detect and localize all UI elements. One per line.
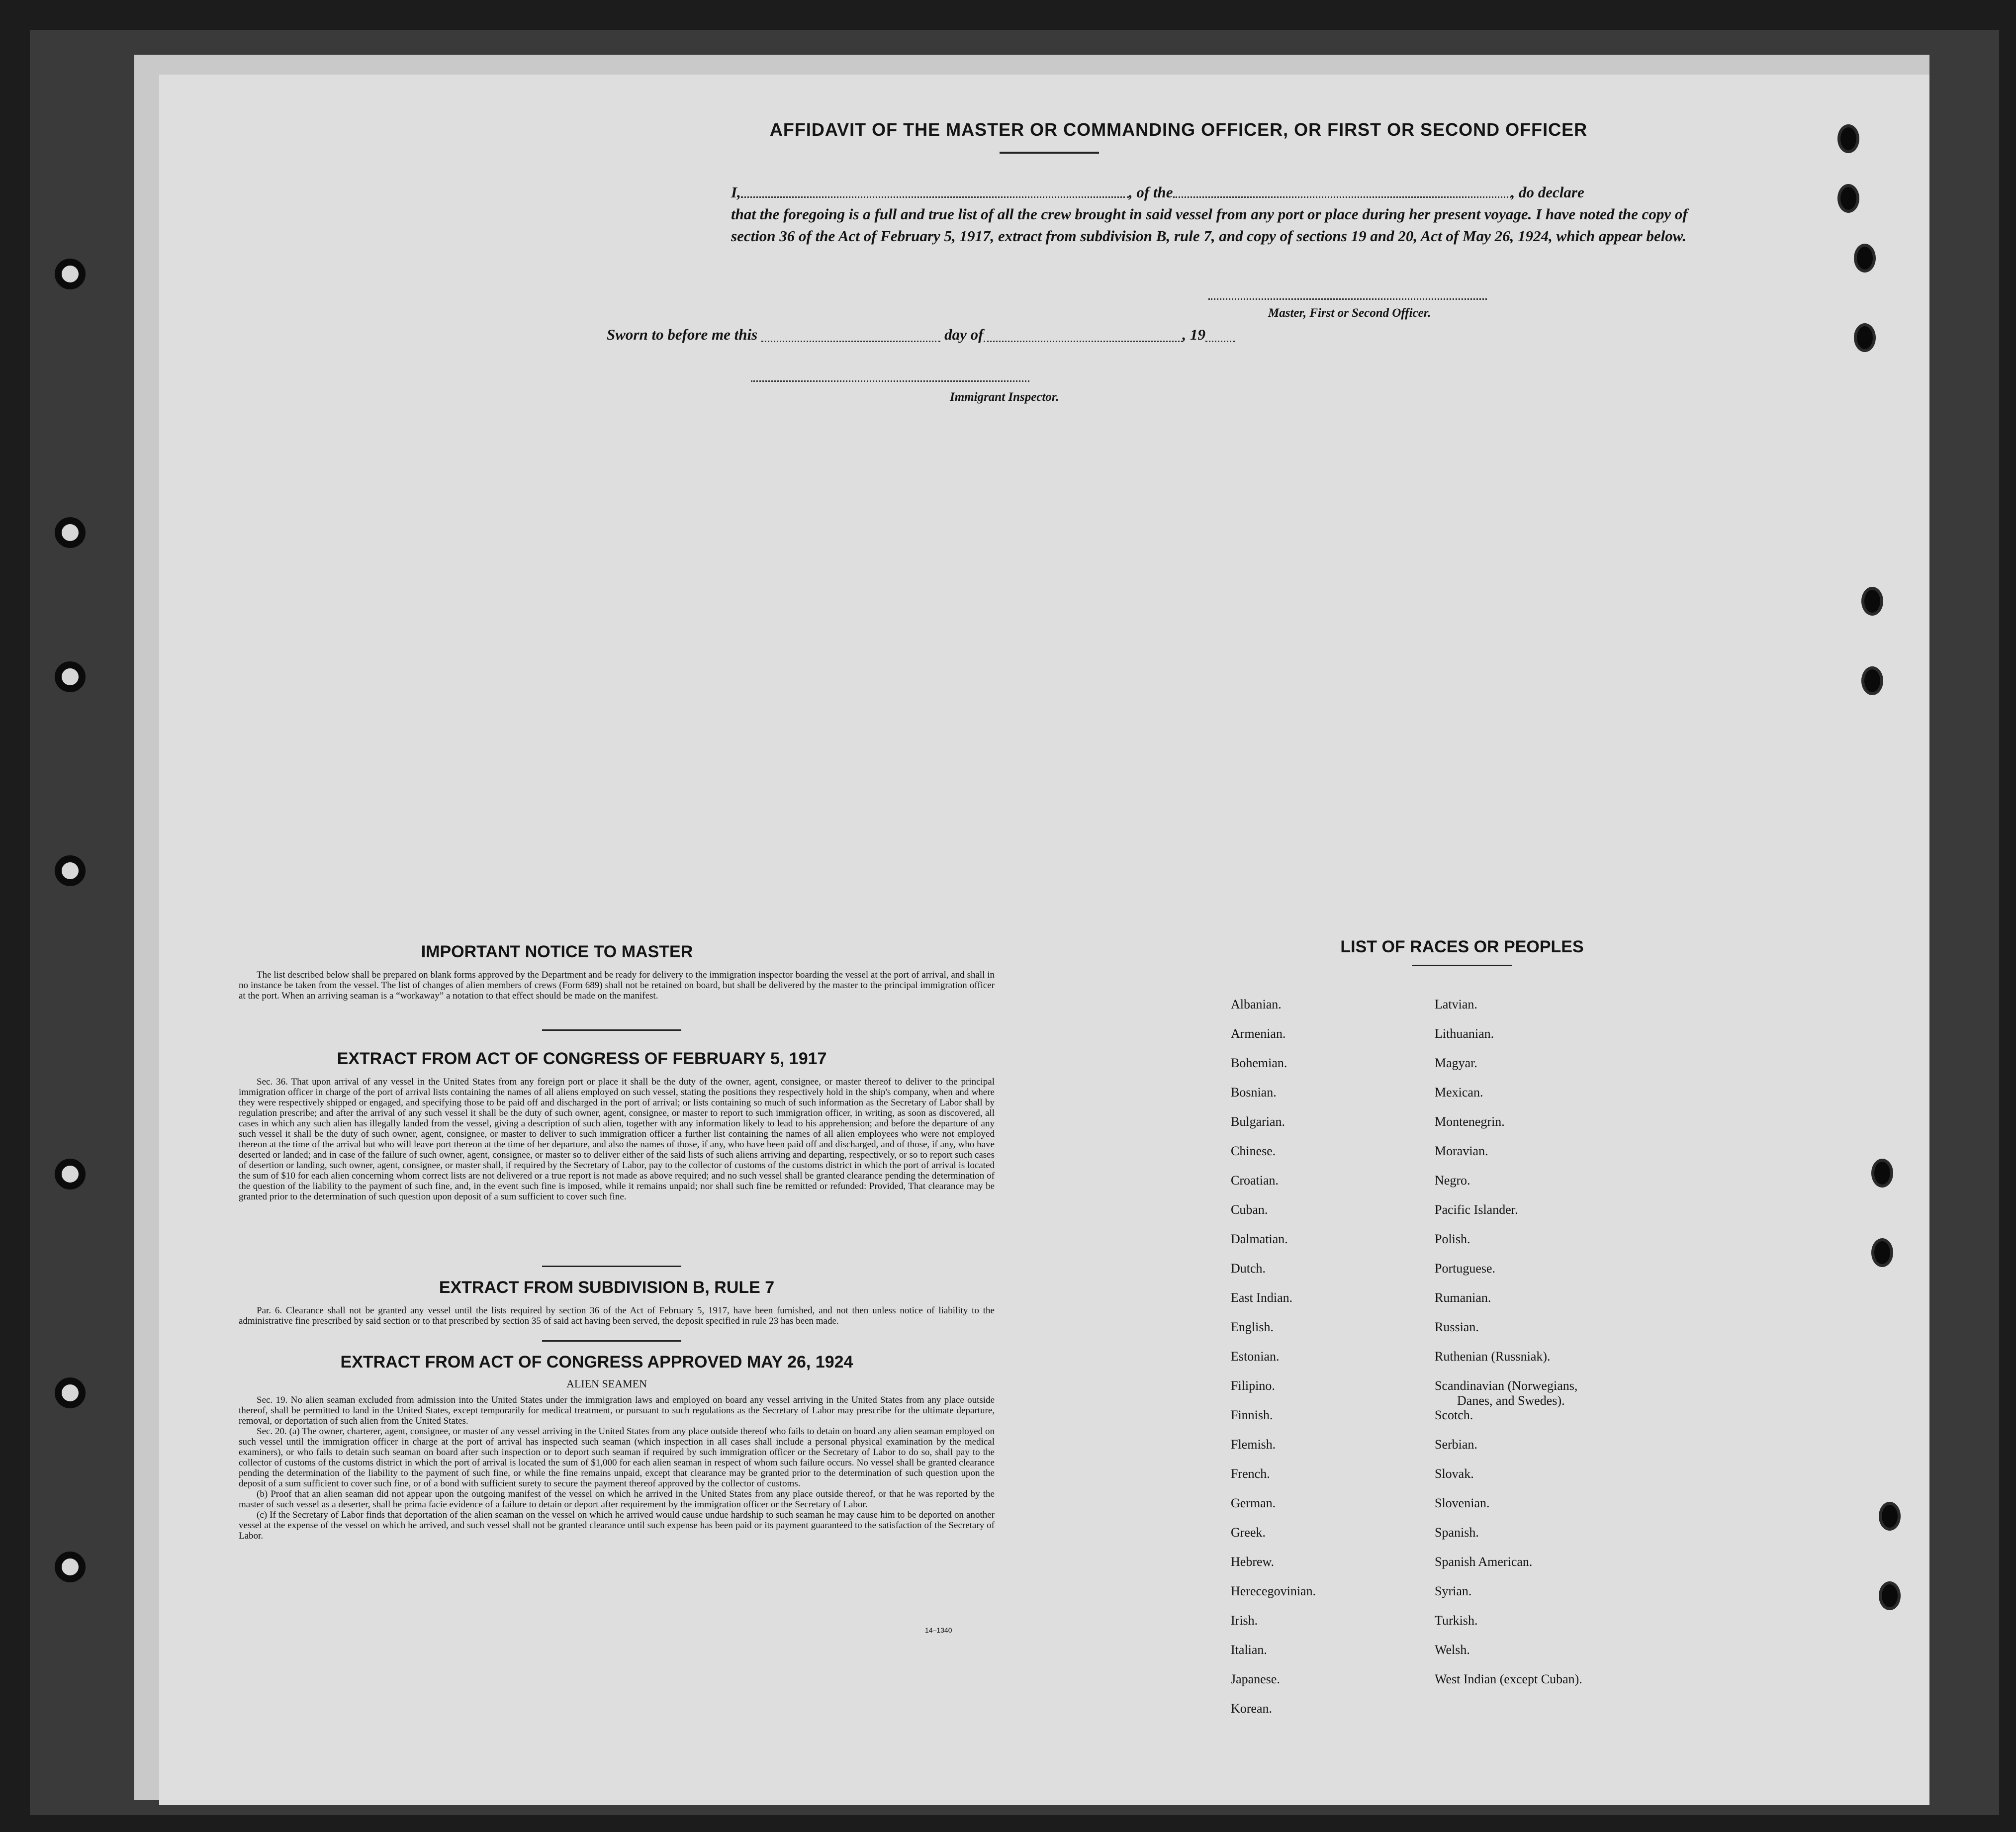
race-item: Flemish. (1231, 1437, 1276, 1452)
declare-do-declare: , do declare (1511, 183, 1584, 201)
race-item: Japanese. (1231, 1672, 1280, 1686)
binder-hole-icon (1861, 666, 1883, 695)
race-item: Serbian. (1435, 1437, 1477, 1452)
sworn-year: , 19 (1182, 326, 1205, 343)
declare-i: I, (731, 183, 741, 201)
inspector-signature-line[interactable] (751, 380, 1029, 382)
race-item: Estonian. (1231, 1349, 1280, 1364)
binder-hole-icon (1861, 587, 1883, 616)
act-1924-text (239, 1395, 995, 1541)
binder-hole-icon (1871, 1238, 1893, 1267)
rule-7-text (239, 1305, 995, 1326)
race-item: Finnish. (1231, 1408, 1273, 1422)
race-item: Herecegovinian. (1231, 1584, 1316, 1598)
master-caption: Master, First or Second Officer. (1268, 306, 1431, 320)
binder-hole-icon (55, 259, 86, 289)
race-item: Armenian. (1231, 1026, 1286, 1041)
binder-hole-icon (55, 1159, 86, 1190)
race-item: Scandinavian (Norwegians, (1435, 1378, 1578, 1393)
notice-paragraph: The list described below shall be prepared on blank forms approved by the Department and be ready for delivery to the immigration inspector boarding the vessel at the port of arrival, and shall in no instance be taken from the vessel. The list of changes of alien members of crews (Form 689) shall not be retained on board, but shall be delivered by the master to the principal immigration officer at the port. When an arriving seaman is a “workaway” a notation to that effect should be made on the manifest. (239, 970, 995, 1001)
declaration-text: that the foregoing is a full and true list of all the crew brought in said vessel from any port or place during her present voyage. I have noted the copy of section 36 of the Act of February 5, 1917, extract from subdivision B, rule 7, and copy of sections 19 and 20, Act of May 26, 1924, which appear below. (731, 205, 1688, 245)
notice-title: IMPORTANT NOTICE TO MASTER (421, 942, 693, 961)
race-item: Bohemian. (1231, 1056, 1287, 1070)
act-1917-text (239, 1077, 995, 1202)
race-item: Spanish. (1435, 1525, 1479, 1540)
form-code: 14–1340 (925, 1626, 952, 1634)
race-item: Portuguese. (1435, 1261, 1496, 1276)
inspector-caption: Immigrant Inspector. (950, 390, 1059, 404)
race-item: Albanian. (1231, 997, 1282, 1011)
title-underline (1000, 152, 1099, 154)
race-item: Bulgarian. (1231, 1114, 1285, 1129)
race-item: Croatian. (1231, 1173, 1279, 1188)
race-item: Danes, and Swedes). (1457, 1393, 1565, 1408)
rule-7-par6: Par. 6. Clearance shall not be granted any vessel until the lists required by section 36 of the Act of February 5, 1917, have been furnished, and not then unless notice of liability to the administrative fine prescribed by said section or to that prescribed by section 35 of said act having been served, the deposit specified in rule 23 has been made. (239, 1305, 995, 1326)
binder-hole-icon (1879, 1502, 1901, 1531)
divider (542, 1266, 681, 1267)
act-1924-subtitle: ALIEN SEAMEN (566, 1377, 647, 1390)
affidavit-title: AFFIDAVIT OF THE MASTER OR COMMANDING OFFICER, OR FIRST OR SECOND OFFICER (769, 119, 1588, 140)
race-item: Rumanian. (1435, 1290, 1491, 1305)
race-item: West Indian (except Cuban). (1435, 1672, 1582, 1686)
race-item: Filipino. (1231, 1378, 1275, 1393)
race-item: Spanish American. (1435, 1555, 1533, 1569)
race-item: French. (1231, 1466, 1270, 1481)
race-item: Ruthenian (Russniak). (1435, 1349, 1551, 1364)
race-item: East Indian. (1231, 1290, 1293, 1305)
binder-hole-icon (55, 661, 86, 692)
binder-hole-icon (55, 1552, 86, 1582)
race-item: Turkish. (1435, 1613, 1478, 1628)
act-1924-sec20c: (c) If the Secretary of Labor finds that deportation of the alien seaman on the vessel on which he arrived would cause undue hardship to such seaman he may cause him to be deported on another vessel at the expense of the vessel on which he arrived, and such vessel shall not be granted clearance until such expense has been paid or its payment guaranteed to the satisfaction of the Secretary of Labor. (239, 1510, 995, 1541)
race-item: Slovak. (1435, 1466, 1474, 1481)
race-item: Chinese. (1231, 1144, 1276, 1158)
sworn-year-blank[interactable] (1205, 326, 1235, 342)
binder-hole-icon (1871, 1159, 1893, 1188)
act-1917-sec36: Sec. 36. That upon arrival of any vessel in the United States from any foreign port or place it shall be the duty of the owner, agent, consignee, or master thereof to deliver to the principal immigration officer in charge of the port of arrival lists containing the names of all aliens employed on such vessel, stating the positions they respectively hold in the ship's company, when and where they were respectively shipped or engaged, and specifying those to be paid off and discharged in the port of arrival; or lists containing so much of such information as the Secretary of Labor shall by regulation prescribe; and after the arrival of any such vessel it shall be the duty of such owner, agent, consignee, or master to report to such immigration officer, in writing, as soon as discovered, all cases in which any such alien has illegally landed from the vessel, giving a description of such alien, together with any information likely to lead to his apprehension; and before the departure of any such vessel it shall be the duty of such owner, agent, consignee, or master to deliver to such immigration officer a further list containing the names of all alien employees who were not employed thereon at the time of the arrival but who will leave port thereon at the time of her departure, and also the names of those, if any, who have been paid off and discharged, and of those, if any, who have deserted or landed; and in case of the failure of such owner, agent, consignee, or master so to deliver either of the said lists of such aliens arriving and departing, respectively, or so to report such cases of desertion or landing, such owner, agent, consignee, or master shall, if required by the Secretary of Labor, pay to the collector of customs of the customs district in which the port of arrival is located the sum of $10 for each alien concerning whom correct lists are not delivered or a true report is not made as above required; and no such vessel shall be granted clearance pending the determination of the question of the liability to the payment of such fine, and, in the event such fine is imposed, while it remains unpaid; nor shall such fine be remitted or refunded: Provided, That clearance may be granted prior to the determination of such question upon deposit of a sum sufficient to cover such fine. (239, 1077, 995, 1202)
race-item: Korean. (1231, 1701, 1273, 1716)
sworn-day-blank[interactable] (761, 326, 940, 342)
vessel-blank[interactable] (1173, 182, 1511, 198)
race-item: Russian. (1435, 1320, 1479, 1334)
race-item: Syrian. (1435, 1584, 1472, 1598)
sworn-month-blank[interactable] (984, 326, 1183, 342)
sworn-prefix: Sworn to before me this (607, 326, 758, 343)
race-item: Latvian. (1435, 997, 1477, 1011)
binder-hole-icon (55, 1377, 86, 1408)
binder-hole-icon (1837, 124, 1859, 153)
races-title: LIST OF RACES OR PEOPLES (1340, 937, 1584, 956)
master-signature-line[interactable] (1208, 298, 1487, 300)
binder-hole-icon (1854, 244, 1876, 273)
race-item: Magyar. (1435, 1056, 1477, 1070)
race-item: Bosnian. (1231, 1085, 1277, 1099)
binder-hole-icon (1854, 323, 1876, 352)
race-item: Scotch. (1435, 1408, 1473, 1422)
race-item: English. (1231, 1320, 1274, 1334)
race-item: German. (1231, 1496, 1276, 1510)
divider (542, 1340, 681, 1342)
races-divider (1412, 965, 1512, 966)
sworn-statement (607, 326, 1235, 344)
act-1924-sec19: Sec. 19. No alien seaman excluded from admission into the United States under the immigration laws and employed on board any vessel arriving in the United States from any place outside thereof, shall be permitted to land in the United States, except temporarily for medical treatment, or pursuant to such regulations as the Secretary of Labor may prescribe for the ultimate departure, removal, or deportation of such alien from the United States. (239, 1395, 995, 1426)
race-item: Lithuanian. (1435, 1026, 1494, 1041)
binder-hole-icon (55, 517, 86, 548)
sworn-day-of: day of (944, 326, 984, 343)
race-item: Negro. (1435, 1173, 1470, 1188)
act-1924-sec20a: Sec. 20. (a) The owner, charterer, agent, consignee, or master of any vessel arriving in the United States from any place outside thereof who fails to detain on board any alien seaman employed on such vessel until the immigration officer in charge at the port of arrival has inspected such seaman (which inspection in all cases shall include a personal physical examination by the medical examiners), or who fails to detain such seaman on board after such inspection or to deport such seaman if required by such immigration officer or the Secretary of Labor to do so, shall pay to the collector of customs of the customs district in which the port of arrival is located the sum of $1,000 for each alien seaman in respect of whom such failure occurs. No vessel shall be granted clearance pending the determination of the liability to the payment of such fine, or while the fine remains unpaid, except that clearance may be granted prior to the determination of such question upon the deposit of a sum sufficient to cover such fine, or of a bond with sufficient surety to secure the payment thereof approved by the collector of customs. (239, 1426, 995, 1489)
race-item: Hebrew. (1231, 1555, 1275, 1569)
rule-7-title: EXTRACT FROM SUBDIVISION B, RULE 7 (439, 1278, 775, 1297)
race-item: Italian. (1231, 1643, 1267, 1657)
act-1924-title: EXTRACT FROM ACT OF CONGRESS APPROVED MAY 26, 1924 (340, 1353, 853, 1372)
form-page (159, 75, 1929, 1805)
declaration (731, 182, 1691, 247)
name-blank[interactable] (741, 182, 1129, 198)
race-item: Pacific Islander. (1435, 1202, 1518, 1217)
notice-text (239, 970, 995, 1001)
binder-hole-icon (55, 855, 86, 886)
act-1924-sec20b: (b) Proof that an alien seaman did not appear upon the outgoing manifest of the vessel on which he arrived in the United States from any place outside thereof, or that he was reported by the master of such vessel as a deserter, shall be prima facie evidence of a failure to detain or deport after requirement by the immigration officer or the Secretary of Labor. (239, 1489, 995, 1510)
race-item: Welsh. (1435, 1643, 1470, 1657)
race-item: Mexican. (1435, 1085, 1483, 1099)
race-item: Slovenian. (1435, 1496, 1490, 1510)
binder-hole-icon (1837, 184, 1859, 213)
binder-hole-icon (1879, 1581, 1901, 1610)
act-1917-title: EXTRACT FROM ACT OF CONGRESS OF FEBRUARY 5, 1917 (337, 1049, 827, 1068)
declare-of-the: , of the (1128, 183, 1173, 201)
race-item: Dalmatian. (1231, 1232, 1288, 1246)
race-item: Polish. (1435, 1232, 1470, 1246)
divider (542, 1029, 681, 1031)
race-item: Irish. (1231, 1613, 1258, 1628)
race-item: Moravian. (1435, 1144, 1488, 1158)
race-item: Montenegrin. (1435, 1114, 1505, 1129)
race-item: Greek. (1231, 1525, 1266, 1540)
race-item: Cuban. (1231, 1202, 1268, 1217)
race-item: Dutch. (1231, 1261, 1266, 1276)
